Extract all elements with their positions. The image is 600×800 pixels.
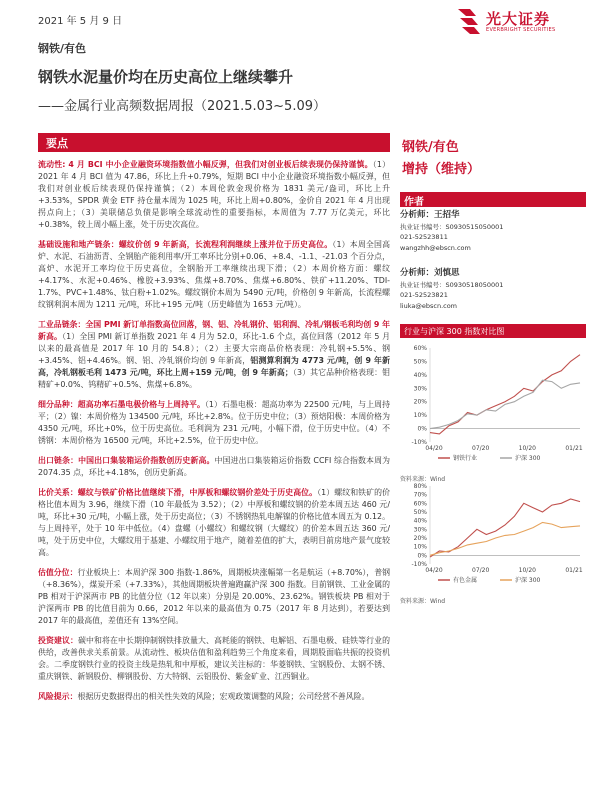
- legend-label: 有色金属: [453, 577, 478, 584]
- key-point-paragraph: [38, 635, 390, 683]
- key-point-text: 中国进出口集装箱运价指数 CCFI 综合指数本周为 2074.35 点，环比+4.18%，创历史新高。: [38, 456, 390, 477]
- x-tick-label: 07/20: [472, 445, 490, 452]
- analyst-phone: 021-52523821: [400, 291, 448, 299]
- analyst-name: 分析师：刘慎思: [400, 268, 460, 278]
- key-point-heading: 流动性: 4 月 BCI 中小企业融资环境指数值小幅反弹，但我们对创业板后续表现仍保持谨慎。: [38, 160, 373, 169]
- analyst-email[interactable]: liuka@ebscn.com: [400, 301, 458, 310]
- key-points-body: [38, 159, 390, 791]
- key-point-paragraph: [38, 567, 390, 627]
- chart2-source: 资料来源：Wind: [400, 598, 446, 605]
- legend-label: 沪深 300: [515, 455, 541, 462]
- key-points-label: 要点: [46, 137, 68, 150]
- key-point-heading: 比价关系：螺纹与铁矿价格比值继续下滑，中厚板和螺纹钢价差处于历史高位。: [38, 488, 318, 497]
- y-tick-label: 20%: [413, 398, 427, 406]
- legend-label: 钢铁行业: [453, 455, 478, 462]
- report-category: 钢铁/有色: [38, 42, 87, 55]
- y-tick-label: 50%: [413, 509, 427, 516]
- rating: 增持（维持）: [402, 162, 481, 177]
- author-header-bar: [400, 192, 586, 207]
- key-point-heading: 投资建议：: [38, 636, 79, 645]
- key-point-paragraph: [38, 455, 390, 479]
- key-point-heading: 风险提示：: [38, 692, 78, 701]
- analyst-email[interactable]: wangzhh@ebscn.com: [400, 243, 471, 252]
- y-tick-label: 0%: [417, 425, 427, 433]
- key-point-paragraph: [38, 159, 390, 231]
- key-point-paragraph: [38, 319, 390, 391]
- y-tick-label: 50%: [413, 358, 427, 366]
- y-tick-label: 60%: [413, 345, 427, 352]
- key-point-text: 根据历史数据得出的相关性失效的风险；宏观政策调整的风险；公司经营不善风险。: [77, 692, 370, 701]
- y-tick-label: 10%: [413, 543, 427, 551]
- y-tick-label: 10%: [413, 412, 427, 420]
- series-line: [430, 499, 580, 557]
- y-tick-label: 30%: [413, 526, 427, 534]
- analyst-name: 分析师：王招华: [400, 210, 460, 220]
- chart1-plot: [400, 340, 586, 470]
- analyst-card: [400, 268, 586, 311]
- legend-label: 沪深 300: [515, 577, 541, 584]
- key-point-heading: 细分品种：超高功率石墨电极价格与上周持平。: [38, 400, 205, 409]
- x-tick-label: 01/21: [565, 445, 583, 452]
- key-point-text: （1）螺纹和铁矿的价格比值本周为 3.96，继续下滑（10 年最低为 3.52）；（2）中厚板和螺纹钢的价差本周五达 460 元/吨，环比+30 元/吨，小幅上涨，处于历史高位；（3）不锈钢热轧电解镍的价格比值本周五为 0.12。与上周持平，处于 10 年中低位。（4）盘螺（小螺纹）和螺纹钢（大螺纹）的价差本周五达 360 元/吨，处于历史中位，大螺纹用于基建、小螺纹用于地产，随着差值的扩大，表明目前房地产景气度较高。: [38, 488, 390, 557]
- analyst-card: [400, 210, 586, 253]
- x-tick-label: 04/20: [425, 567, 443, 574]
- key-point-text: （1）本周全国高炉、水泥、石油沥青、全钢胎产能利用率/开工率环比分别+0.06、+8.4、-1.1、-21.03 个百分点，高炉、水泥开工率均位于历史高位，全钢胎开工率继续出现下滑；（2）本周价格方面：螺纹+4.17%、水泥+0.46%、橡胶+3.93%、焦煤+8.70%、焦煤+6.80%、铁矿+11.20%、TDI-1.7%、PVC+1.48%、钛白粉+1.02%。螺纹钢价本周为 5490 元/吨，价格创 9 年新高，长流程螺纹钢利润本周为 1211 元/吨，环比+195 元/吨（历史峰值为 1653 元/吨）。: [38, 240, 390, 309]
- y-tick-label: 40%: [413, 371, 427, 379]
- series-line: [430, 522, 580, 555]
- y-tick-label: -10%: [411, 439, 427, 446]
- report-title: 钢铁水泥量价均在历史高位上继续攀升: [38, 68, 294, 86]
- y-tick-label: 80%: [413, 483, 427, 490]
- key-points-header-bar: [38, 133, 390, 152]
- key-point-heading: 工业品链条：全国 PMI 新订单指数高位回落，钢、铝、冷轧钢价、铝利润、冷轧/钢板毛利均创 9 年新高。: [38, 320, 390, 341]
- analyst-phone: 021-52523811: [400, 233, 448, 241]
- key-point-heading: 出口链条：中国出口集装箱运价指数创历史新高。: [38, 456, 215, 465]
- key-point-text: 行业板块上：本周沪深 300 指数-1.86%，周期板块涨幅第一名是航运（+8.70%），普钢（+8.36%），煤炭开采（+7.33%），其他周期板块普遍跑赢沪深 300 指数。目前钢铁、工业金属的 PB 相对于沪深两市 PB 的比值分位（12 年以来）分别是 20.00%、23.62%。钢铁板块 PB 相对于沪深两市 PB 的比值目前为 0.66，2012 年以来的最高值为 0.75（2017 年 8 月达到），若要达到 2017 年的最高值，差值还有 13%空间。: [38, 568, 390, 625]
- analyst-cert: 执业证书编号：S0930518050001: [400, 280, 504, 289]
- key-point-paragraph: [38, 239, 390, 311]
- chart1-source: 资料来源：Wind: [400, 476, 446, 483]
- y-tick-label: -10%: [411, 561, 427, 568]
- series-line: [430, 355, 580, 434]
- report-subtitle: ——金属行业高频数据周报（2021.5.03~5.09）: [38, 99, 326, 114]
- brand-name: 光大证券: [486, 10, 551, 28]
- chart1-title: 行业与沪深 300 指数对比图: [404, 327, 505, 336]
- key-point-paragraph: [38, 487, 390, 559]
- x-tick-label: 10/20: [518, 445, 536, 452]
- key-point-paragraph: [38, 399, 390, 447]
- key-point-heading: 基础设施和地产链条：螺纹价创 9 年新高，长流程利润继续上涨并位于历史高位。: [38, 240, 333, 249]
- rating-sector: 钢铁/有色: [402, 140, 459, 155]
- key-point-text: （1）石墨电极：超高功率为 22500 元/吨，与上周持平；（2）镍：本周价格为 134500 元/吨，环比+2.8%。位于历史中位；（3）预焙阳极：本周价格为 4350 元/吨，环比+0%，位于历史高位。毛利润为 231 元/吨，小幅下滑，位于历史中位。（4）不锈钢：本周价格为 16500 元/吨，环比+2.5%，位于历史中位。: [38, 400, 390, 445]
- series-line: [430, 380, 580, 428]
- chart2-plot: [400, 480, 586, 590]
- key-point-paragraph: [38, 691, 390, 703]
- brand-name-en: EVERBRIGHT SECURITIES: [486, 27, 556, 33]
- key-point-text: （3）其它品种价格表现：钼精矿+0.0%、钨精矿+0.5%、焦煤+6.8%。: [38, 368, 390, 389]
- y-tick-label: 30%: [413, 385, 427, 393]
- x-tick-label: 04/20: [425, 445, 443, 452]
- x-tick-label: 01/21: [565, 567, 583, 574]
- y-tick-label: 0%: [417, 552, 427, 560]
- report-date: 2021 年 5 月 9 日: [38, 16, 123, 27]
- key-point-text: （1）2021 年 4 月 BCI 值为 47.86，环比上升+0.79%，短期 BCI 中小企业融资环境指数小幅反弹，但我们对创业板后续表现仍保持谨慎；（2）本周伦敦金现价格为 1831 美元/盎司，环比上升+3.53%，SPDR 黄金 ETF 持仓量本周为 1025 吨，环比上周+0.80%，金价自 2021 年 4 月出现拐点向上；（3）美联储总负债是影响全球流动性的重要指标，本周值为 7.77 万亿美元，环比+0.38%，较上周小幅上涨，处于历史次高位。: [38, 160, 390, 229]
- y-tick-label: 40%: [413, 517, 427, 525]
- author-label: 作者: [404, 197, 424, 208]
- key-point-text: （1）全国 PMI 新订单指数 2021 年 4 月为 52.0，环比-1.6 个点，高位回落（2012 年 5 月以来的最高值是 2017 年 10 月的 54.8）；（2）主要大宗商品价格表现：冷轧钢+5.5%、钢+3.45%、铝+4.46%。钢、铝、冷轧钢价均创 9 年新高，: [38, 332, 390, 365]
- analyst-cert: 执业证书编号：S0930515050001: [400, 222, 504, 231]
- y-tick-label: 20%: [413, 535, 427, 542]
- brand-logo-icon: [456, 6, 482, 36]
- y-tick-label: 60%: [413, 500, 427, 508]
- x-tick-label: 07/20: [472, 567, 490, 574]
- key-point-heading: 估值分位：: [38, 568, 78, 577]
- brand-logo: [456, 6, 586, 38]
- y-tick-label: 70%: [413, 491, 427, 499]
- key-point-text: 碳中和将在中长期抑制钢铁排放量大、高耗能的钢铁、电解铝、石墨电极、硅铁等行业的供给，改善供求关系前景。从流动性、板块估值和盈利趋势三个角度来看，周期股面临共振的投资机会。二季度钢铁行业的投资主线是热轧和中厚板，建议关注标的：华菱钢铁、宝钢股份、太钢不锈、重庆钢铁、新钢股份、柳钢股份、方大特钢、云铝股份、紫金矿业、江西铜业。: [38, 636, 390, 681]
- x-tick-label: 10/20: [518, 567, 536, 574]
- key-point-text: 铝测算利润为 4773 元/吨，创 9 年新高，冷轧钢板毛利 1473 元/吨，环比上周+159 元/吨，创 9 年新高；: [38, 356, 390, 377]
